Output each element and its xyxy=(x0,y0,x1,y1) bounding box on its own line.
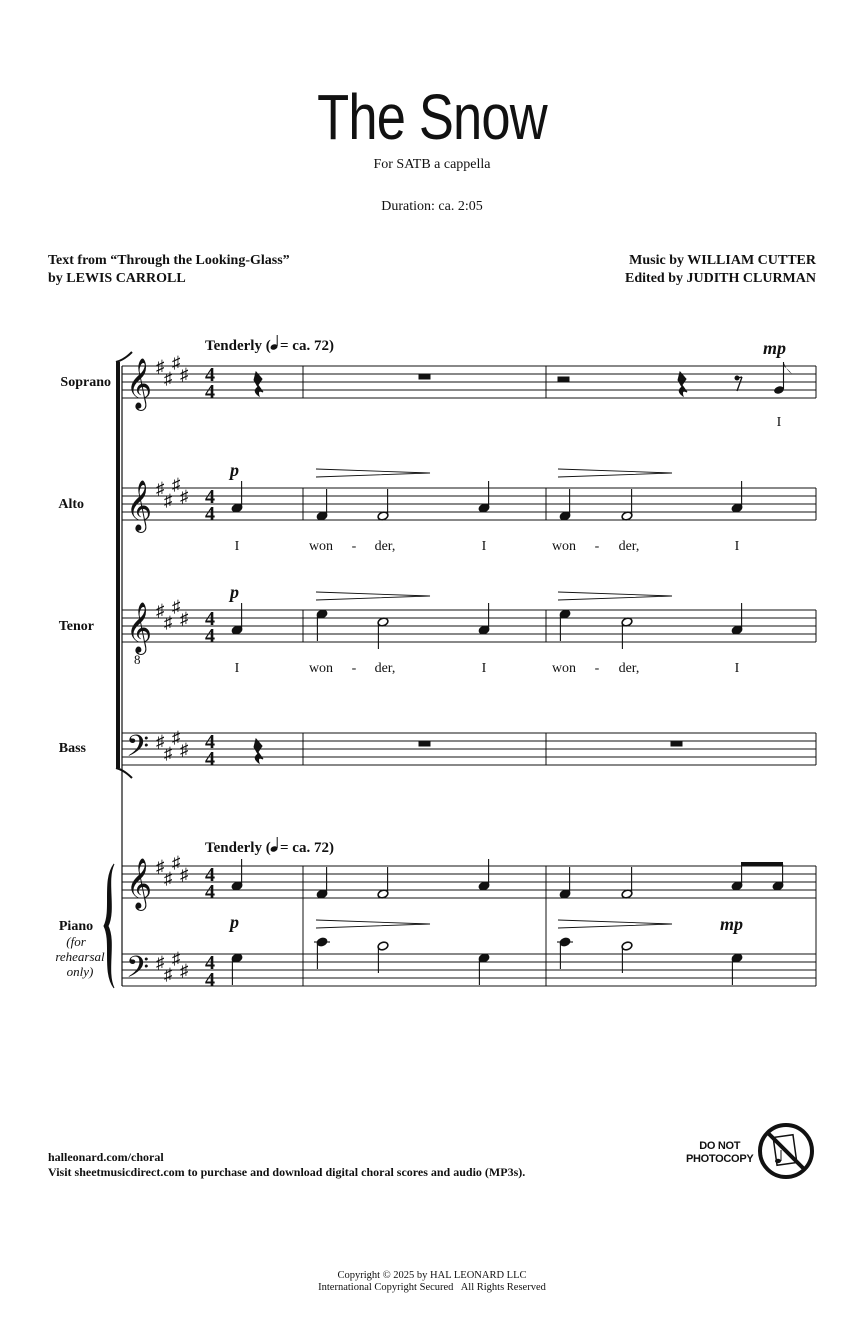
time-sig-bottom: 4 xyxy=(205,748,215,770)
svg-text:♯: ♯ xyxy=(172,597,181,616)
lyric-hyphen: - xyxy=(351,539,357,554)
svg-text:♯: ♯ xyxy=(172,728,181,747)
copyright-line1: Copyright © 2025 by HAL LEONARD LLC xyxy=(337,1270,527,1281)
svg-text:♯: ♯ xyxy=(180,487,189,506)
time-sig-bottom: 4 xyxy=(205,625,215,647)
half-rest-icon xyxy=(558,377,569,382)
lyric: der, xyxy=(618,661,640,676)
note-quarter xyxy=(316,609,328,641)
piano-treble-staff xyxy=(122,866,816,898)
piano-note-line2: rehearsal xyxy=(55,949,105,964)
note-half xyxy=(621,489,633,521)
note-half xyxy=(621,941,633,973)
alto-notes xyxy=(231,481,743,521)
svg-text:♯: ♯ xyxy=(172,949,181,968)
staff-label-alto: Alto xyxy=(58,497,84,512)
bass-staff xyxy=(122,733,816,765)
tempo-marking-suffix: = ca. 72) xyxy=(280,338,334,354)
svg-text:♯: ♯ xyxy=(164,491,173,510)
lyric: I xyxy=(481,539,487,554)
key-signature-sharps-icon xyxy=(156,853,189,888)
visit-text: Visit sheetmusicdirect.com to purchase and download digital choral scores and audio (MP3s). xyxy=(48,1165,526,1179)
svg-text:♯: ♯ xyxy=(164,965,173,984)
do-not-photocopy-text xyxy=(686,1140,753,1166)
svg-text:♯: ♯ xyxy=(164,613,173,632)
note-quarter xyxy=(478,953,490,985)
lyric: I xyxy=(234,661,240,676)
soprano-staff xyxy=(122,366,816,398)
note-quarter xyxy=(478,481,490,513)
treble-clef-icon: 𝄞 xyxy=(126,358,153,409)
note-half xyxy=(621,617,633,649)
note-quarter xyxy=(231,953,243,985)
key-signature-sharps-icon xyxy=(156,475,189,510)
quarter-rest-icon xyxy=(254,372,263,396)
subtitle: For SATB a cappella xyxy=(373,157,491,172)
svg-text:♯: ♯ xyxy=(172,475,181,494)
whole-rest-icon xyxy=(419,741,430,746)
note-half xyxy=(377,941,389,973)
bass-clef-icon: 𝄢 xyxy=(126,951,150,992)
lyric: won xyxy=(308,539,334,554)
time-sig-top: 4 xyxy=(205,608,215,630)
note-half xyxy=(377,867,389,899)
svg-text:♯: ♯ xyxy=(156,357,165,376)
lyric-hyphen: - xyxy=(594,539,600,554)
tempo-quarter-note-icon xyxy=(270,335,279,351)
svg-text:♯: ♯ xyxy=(156,857,165,876)
note-half xyxy=(377,489,389,521)
note-quarter xyxy=(731,953,743,985)
note-quarter xyxy=(478,603,490,635)
staff-label-soprano: Soprano xyxy=(60,375,111,390)
page-title: The Snow xyxy=(317,81,547,153)
svg-text:♯: ♯ xyxy=(172,853,181,872)
time-sig-top: 4 xyxy=(205,864,215,886)
note-half xyxy=(621,867,633,899)
choir-bracket xyxy=(116,352,132,778)
svg-text:♯: ♯ xyxy=(156,732,165,751)
do-not-line2: PHOTOCOPY xyxy=(686,1153,754,1165)
lyric: I xyxy=(734,539,740,554)
whole-rest-icon xyxy=(419,374,430,379)
svg-text:♯: ♯ xyxy=(180,365,189,384)
note-quarter xyxy=(559,489,571,521)
quarter-rest-icon xyxy=(678,372,687,396)
copyright xyxy=(0,1270,864,1294)
staff-label-piano: Piano xyxy=(58,919,94,934)
no-photocopy-icon xyxy=(760,1125,812,1177)
svg-text:♯: ♯ xyxy=(156,953,165,972)
dynamic-p: p xyxy=(230,912,239,932)
note-quarter xyxy=(231,859,243,891)
note-half xyxy=(377,617,389,649)
piano-note-line1: (for xyxy=(66,934,86,949)
copyright-line2: International Copyright Secured All Rights Reserved xyxy=(318,1282,546,1293)
piano-bass-staff xyxy=(122,954,816,986)
lyric: won xyxy=(551,661,577,676)
svg-text:♯: ♯ xyxy=(156,479,165,498)
decrescendo-hairpins xyxy=(316,469,672,928)
svg-text:♯: ♯ xyxy=(164,369,173,388)
key-signature-sharps-icon xyxy=(156,597,189,632)
time-sig-top: 4 xyxy=(205,952,215,974)
time-sig-bottom: 4 xyxy=(205,969,215,991)
lyric: der, xyxy=(618,539,640,554)
lyric: der, xyxy=(374,539,396,554)
note-quarter xyxy=(557,937,573,969)
time-sig-bottom: 4 xyxy=(205,381,215,403)
treble-clef-icon: 𝄞 xyxy=(126,602,153,653)
lyric: I xyxy=(234,539,240,554)
time-sig-top: 4 xyxy=(205,486,215,508)
tenor-octave-mark: 8 xyxy=(134,652,141,667)
alto-staff xyxy=(122,488,816,520)
note-quarter xyxy=(231,481,243,513)
piano-note-line3: only) xyxy=(66,964,94,979)
piano-brace xyxy=(104,864,114,988)
note-quarter xyxy=(231,603,243,635)
lyric-hyphen: - xyxy=(594,661,600,676)
eighth-rest-icon xyxy=(735,376,742,391)
time-sig-top: 4 xyxy=(205,731,215,753)
svg-text:♯: ♯ xyxy=(172,353,181,372)
text-credit-line2: by LEWIS CARROLL xyxy=(48,271,186,286)
lyric: I xyxy=(481,661,487,676)
bass-clef-icon: 𝄢 xyxy=(126,730,150,771)
dynamic-p: p xyxy=(230,460,239,480)
lyric: I xyxy=(776,415,782,430)
quarter-rest-icon xyxy=(254,739,263,763)
note-quarter xyxy=(316,489,328,521)
piano-treble-notes xyxy=(231,859,784,899)
note-quarter xyxy=(478,859,490,891)
text-credit-line1: Text from “Through the Looking-Glass” xyxy=(48,253,290,268)
footer-links xyxy=(48,1150,525,1180)
lyric-hyphen: - xyxy=(351,661,357,676)
svg-text:♯: ♯ xyxy=(180,865,189,884)
svg-text:♯: ♯ xyxy=(180,740,189,759)
time-sig-bottom: 4 xyxy=(205,503,215,525)
note-quarter xyxy=(316,867,328,899)
svg-text:♯: ♯ xyxy=(180,961,189,980)
svg-text:♯: ♯ xyxy=(164,744,173,763)
time-sig-top: 4 xyxy=(205,364,215,386)
note-quarter xyxy=(314,937,330,969)
music-credit-line1: Music by WILLIAM CUTTER xyxy=(629,253,816,268)
do-not-line1: DO NOT xyxy=(699,1140,741,1152)
music-credit-line2: Edited by JUDITH CLURMAN xyxy=(625,271,816,286)
dynamic-mp: mp xyxy=(763,338,787,358)
svg-text:♯: ♯ xyxy=(180,609,189,628)
note-quarter xyxy=(731,603,743,635)
tempo-marking-suffix: = ca. 72) xyxy=(280,840,334,856)
tenor-staff xyxy=(122,610,816,642)
time-sig-bottom: 4 xyxy=(205,881,215,903)
staff-label-bass: Bass xyxy=(58,741,86,756)
dynamic-p: p xyxy=(230,582,239,602)
website-link[interactable]: halleonard.com/choral xyxy=(48,1150,164,1164)
duration: Duration: ca. 2:05 xyxy=(381,199,483,214)
staff-label-tenor: Tenor xyxy=(58,619,94,634)
lyric: I xyxy=(734,661,740,676)
treble-clef-icon: 𝄞 xyxy=(126,480,153,531)
note-quarter xyxy=(731,481,743,513)
tempo-marking-prefix: Tenderly ( xyxy=(205,338,271,354)
lyric: won xyxy=(551,539,577,554)
dynamic-mp: mp xyxy=(720,914,744,934)
tempo-marking-prefix: Tenderly ( xyxy=(205,840,271,856)
lyric: der, xyxy=(374,661,396,676)
svg-text:♯: ♯ xyxy=(156,601,165,620)
note-quarter xyxy=(559,609,571,641)
tempo-quarter-note-icon xyxy=(270,837,279,853)
svg-text:♯: ♯ xyxy=(164,869,173,888)
treble-clef-icon: 𝄞 xyxy=(126,858,153,909)
note-quarter xyxy=(559,867,571,899)
key-signature-sharps-icon xyxy=(156,353,189,388)
lyric: won xyxy=(308,661,334,676)
whole-rest-icon xyxy=(671,741,682,746)
